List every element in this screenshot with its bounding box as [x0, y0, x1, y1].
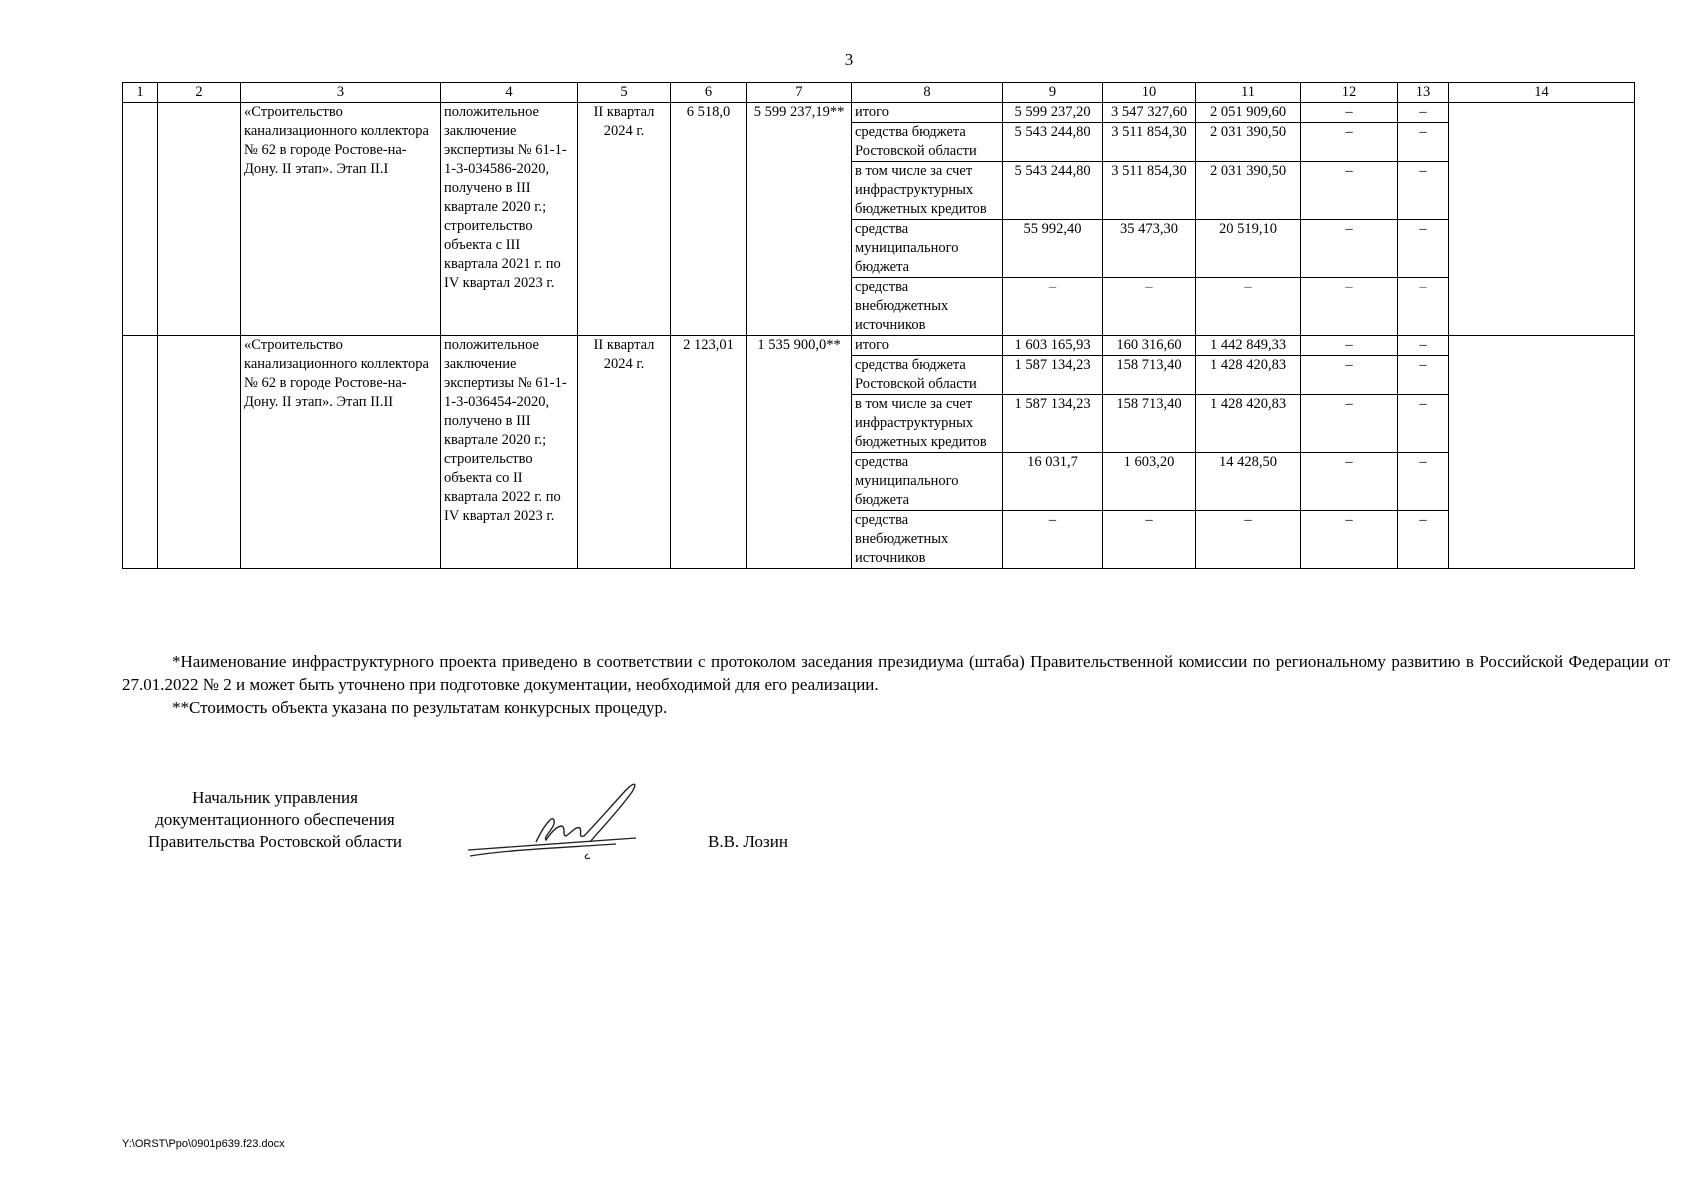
value-cell: – [1398, 356, 1449, 395]
source-label: средства внебюджетных источников [852, 278, 1003, 336]
value-cell: 3 511 854,30 [1103, 123, 1196, 162]
col-number: 12 [1301, 83, 1398, 103]
col-number: 2 [158, 83, 241, 103]
notes-cell [1449, 336, 1635, 569]
value-cell: 20 519,10 [1196, 220, 1301, 278]
financing-table [122, 82, 1635, 569]
signatory-title-line: Начальник управления [192, 788, 358, 807]
col-number: 5 [578, 83, 671, 103]
value-cell: 1 442 849,33 [1196, 336, 1301, 356]
row-number-cell [123, 103, 158, 336]
value-cell: – [1301, 336, 1398, 356]
source-label: итого [852, 336, 1003, 356]
col-number: 13 [1398, 83, 1449, 103]
value-cell: – [1103, 511, 1196, 569]
value-cell: 55 992,40 [1003, 220, 1103, 278]
value-cell: – [1301, 453, 1398, 511]
footnote-object-cost: **Стоимость объекта указана по результатам конкурсных процедур. [172, 698, 668, 717]
value-cell: – [1398, 336, 1449, 356]
value-cell: – [1398, 220, 1449, 278]
row-number-cell [123, 336, 158, 569]
value-cell: 158 713,40 [1103, 356, 1196, 395]
col-number: 14 [1449, 83, 1635, 103]
signatory-title [120, 787, 430, 853]
object-name-cell: «Строительство канализационного коллектора № 62 в городе Ростове-на-Дону. II этап». Этап II.II [241, 336, 441, 569]
value-cell: 160 316,60 [1103, 336, 1196, 356]
footnotes [122, 650, 1670, 719]
value-cell: – [1301, 511, 1398, 569]
source-label: в том числе за счет инфраструктурных бюджетных кредитов [852, 395, 1003, 453]
source-label: средства бюджета Ростовской области [852, 123, 1003, 162]
value-cell: – [1301, 395, 1398, 453]
value-cell: – [1398, 123, 1449, 162]
col-number: 9 [1003, 83, 1103, 103]
value-cell: 16 031,7 [1003, 453, 1103, 511]
value-cell: – [1301, 123, 1398, 162]
value-cell: 1 428 420,83 [1196, 395, 1301, 453]
value-cell: – [1301, 162, 1398, 220]
source-label: средства бюджета Ростовской области [852, 356, 1003, 395]
source-label: средства внебюджетных источников [852, 511, 1003, 569]
source-label: средства муниципального бюджета [852, 220, 1003, 278]
value-cell: 2 051 909,60 [1196, 103, 1301, 123]
cost-cell: 5 599 237,19** [747, 103, 852, 336]
footnote-infrastructure-project: *Наименование инфраструктурного проекта приведено в соответствии с протоколом заседания президиума (штаба) Правительственной комиссии по региональному развитию в Российской Федерации от 27.01.2022 № 2 и может быть уточнено при подготовке документации, необходимой для его реализации. [122, 652, 1670, 694]
value-cell: – [1003, 511, 1103, 569]
value-cell: 1 428 420,83 [1196, 356, 1301, 395]
value-cell: – [1301, 278, 1398, 336]
col-number: 11 [1196, 83, 1301, 103]
capacity-cell: 2 123,01 [671, 336, 747, 569]
col-number: 10 [1103, 83, 1196, 103]
value-cell: – [1398, 103, 1449, 123]
col-number: 7 [747, 83, 852, 103]
column-number-row [123, 83, 1635, 103]
value-cell: 14 428,50 [1196, 453, 1301, 511]
signatory-title-line: документационного обеспечения [155, 810, 395, 829]
col-number: 1 [123, 83, 158, 103]
empty-cell [158, 336, 241, 569]
col-number: 3 [241, 83, 441, 103]
value-cell: 2 031 390,50 [1196, 162, 1301, 220]
source-label: итого [852, 103, 1003, 123]
value-cell: 2 031 390,50 [1196, 123, 1301, 162]
value-cell: – [1196, 278, 1301, 336]
period-cell: II квартал 2024 г. [578, 336, 671, 569]
expertise-cell: положительное заключение экспертизы № 61-1-1-3-036454-2020, получено в III квартале 2020 г.; строительство объекта со II квартала 2022 г. по IV квартал 2023 г. [441, 336, 578, 569]
file-path-footer: Y:\ORST\Ppo\0901p639.f23.docx [122, 1138, 285, 1150]
value-cell: – [1301, 103, 1398, 123]
value-cell: 158 713,40 [1103, 395, 1196, 453]
cost-cell: 1 535 900,0** [747, 336, 852, 569]
value-cell: 5 599 237,20 [1003, 103, 1103, 123]
value-cell: – [1398, 395, 1449, 453]
value-cell: – [1398, 278, 1449, 336]
value-cell: 5 543 244,80 [1003, 162, 1103, 220]
source-label: средства муниципального бюджета [852, 453, 1003, 511]
value-cell: – [1301, 356, 1398, 395]
page-number: 3 [844, 50, 854, 69]
col-number: 6 [671, 83, 747, 103]
value-cell: – [1196, 511, 1301, 569]
value-cell: 35 473,30 [1103, 220, 1196, 278]
value-cell: 1 587 134,23 [1003, 356, 1103, 395]
value-cell: – [1103, 278, 1196, 336]
handwritten-signature [466, 776, 676, 866]
value-cell: – [1003, 278, 1103, 336]
expertise-cell: положительное заключение экспертизы № 61-1-1-3-034586-2020, получено в III квартале 2020 г.; строительство объекта с III квартала 2021 г. по IV квартал 2023 г. [441, 103, 578, 336]
value-cell: 3 511 854,30 [1103, 162, 1196, 220]
value-cell: 3 547 327,60 [1103, 103, 1196, 123]
value-cell: 1 603 165,93 [1003, 336, 1103, 356]
col-number: 4 [441, 83, 578, 103]
value-cell: 5 543 244,80 [1003, 123, 1103, 162]
value-cell: 1 603,20 [1103, 453, 1196, 511]
signatory-title-line: Правительства Ростовской области [148, 832, 402, 851]
value-cell: – [1301, 220, 1398, 278]
capacity-cell: 6 518,0 [671, 103, 747, 336]
table-row [123, 103, 1635, 123]
signatory-name: В.В. Лозин [708, 832, 788, 851]
empty-cell [158, 103, 241, 336]
value-cell: – [1398, 162, 1449, 220]
col-number: 8 [852, 83, 1003, 103]
source-label: в том числе за счет инфраструктурных бюджетных кредитов [852, 162, 1003, 220]
value-cell: 1 587 134,23 [1003, 395, 1103, 453]
value-cell: – [1398, 511, 1449, 569]
value-cell: – [1398, 453, 1449, 511]
period-cell: II квартал 2024 г. [578, 103, 671, 336]
object-name-cell: «Строительство канализационного коллектора № 62 в городе Ростове-на-Дону. II этап». Этап II.I [241, 103, 441, 336]
notes-cell [1449, 103, 1635, 336]
table-row [123, 336, 1635, 356]
